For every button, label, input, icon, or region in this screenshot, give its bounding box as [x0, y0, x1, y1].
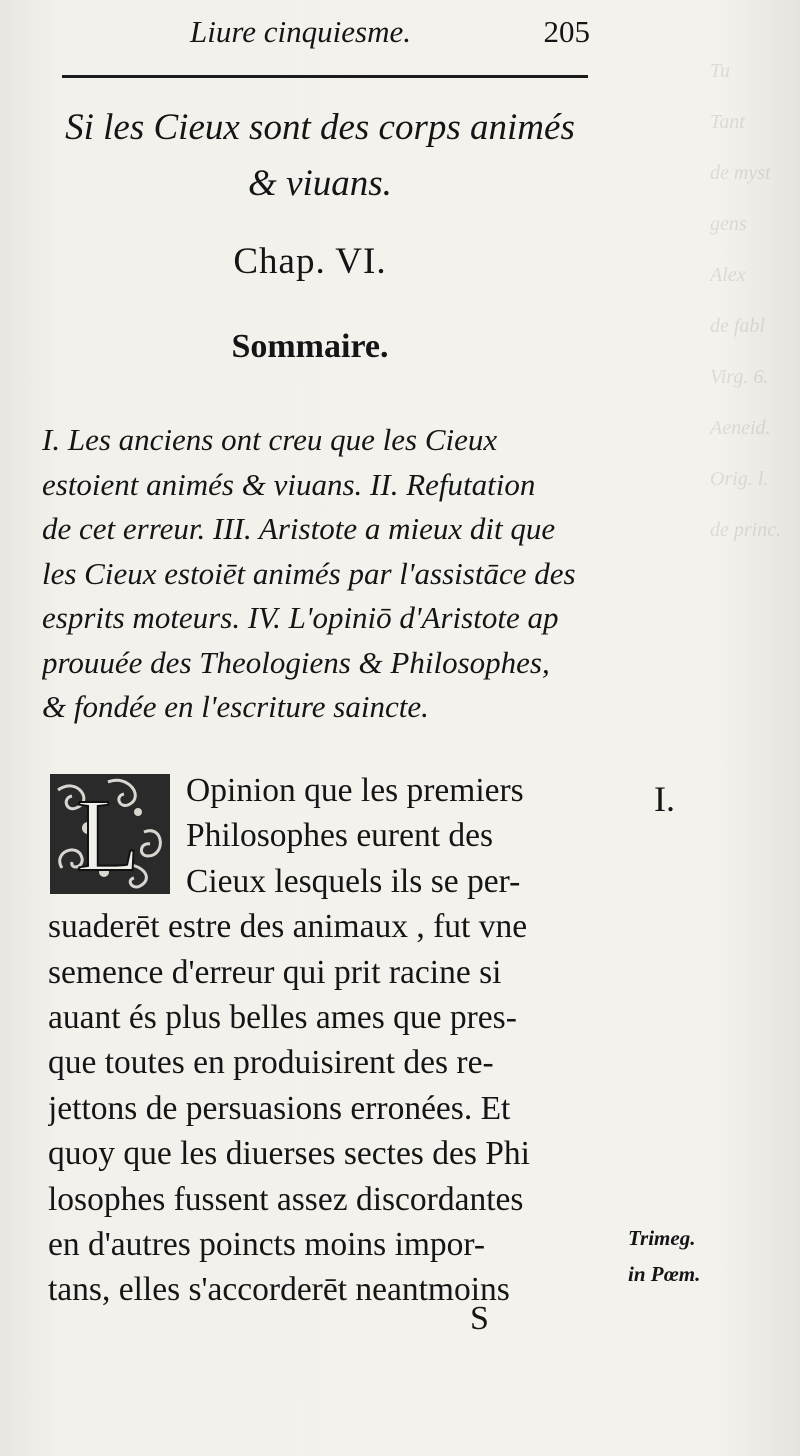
- body-line: losophes fussent assez discordantes: [48, 1180, 524, 1218]
- summary-line: & fondée en l'escriture saincte.: [42, 689, 429, 724]
- show-through-text: Tu Tant de myst gens Alex de fabl Virg. 6. Aeneid. Orig. l. de princ.: [710, 60, 782, 541]
- body-line: auant és plus belles ames que pres-: [48, 999, 517, 1037]
- body-line: semence d'erreur qui prit racine si: [48, 953, 502, 991]
- summary-line: les Cieux estoiēt animés par l'assistāce des: [42, 555, 576, 591]
- signature-mark: S: [470, 1300, 489, 1337]
- page-number: 205: [543, 14, 590, 49]
- body-text: [48, 768, 618, 1313]
- body-line: tans, elles s'accorderēt neantmoins: [48, 1271, 510, 1309]
- chapter-title-line: & viuans.: [248, 163, 392, 204]
- body-line: Philosophes eurent des: [186, 817, 494, 855]
- summary-line: de cet erreur. III. Aristote a mieux dit que: [42, 511, 556, 546]
- body-line: en d'autres poincts moins impor-: [48, 1226, 486, 1264]
- summary-line: estoient animés & viuans. II. Refutation: [42, 466, 536, 502]
- summary-line: prouuée des Theologiens & Philosophes,: [42, 644, 550, 680]
- chapter-number: Chap. VI.: [233, 241, 387, 282]
- body-line: quoy que les diuerses sectes des Phi: [48, 1135, 530, 1173]
- summary-line: esprits moteurs. IV. L'opiniō d'Aristote ap: [42, 600, 559, 635]
- body-line: Opinion que les premiers: [186, 772, 524, 809]
- margin-reference-line: in Pœm.: [628, 1262, 701, 1286]
- body-line: que toutes en produisirent des re-: [48, 1044, 494, 1082]
- header-rule: [62, 75, 588, 78]
- chapter-title: [30, 100, 610, 212]
- summary-heading: Sommaire.: [231, 328, 389, 365]
- body-line: Cieux lesquels ils se per-: [186, 862, 521, 900]
- margin-reference-line: Trimeg.: [628, 1226, 696, 1250]
- svg-text:L: L: [76, 778, 140, 893]
- summary-line: I. Les anciens ont creu que les Cieux: [42, 422, 498, 457]
- body-line: suaderēt estre des animaux , fut vne: [48, 908, 528, 946]
- chapter-summary: [42, 418, 608, 730]
- margin-section-number: I.: [654, 779, 675, 819]
- chapter-title-line: Si les Cieux sont des corps animés: [65, 107, 575, 148]
- running-head-title: Liure cinquiesme.: [190, 14, 411, 49]
- body-line: jettons de persuasions erronées. Et: [48, 1089, 511, 1127]
- margin-reference: [628, 1220, 700, 1292]
